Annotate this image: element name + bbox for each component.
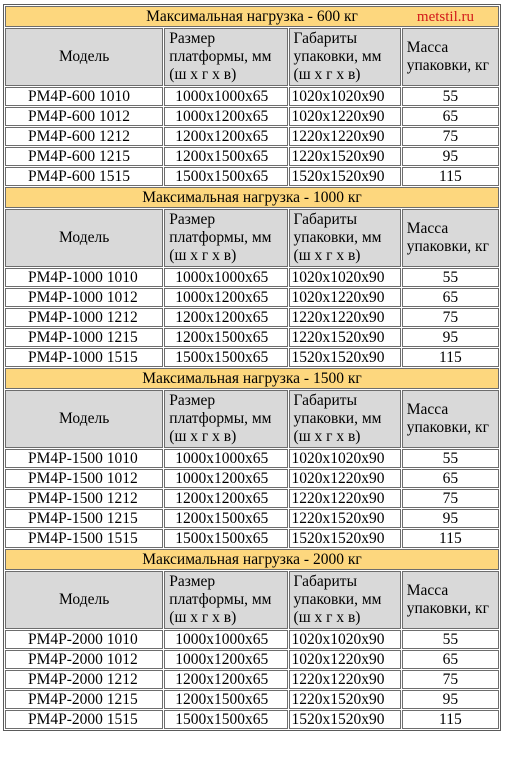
section-band-row bbox=[5, 549, 499, 570]
cell-pack: 1520х1520х90 bbox=[289, 348, 401, 367]
cell-model: РМ4Р-2000 1215 bbox=[5, 690, 163, 709]
column-header-pack: Габариты упаковки, мм (ш х г х в) bbox=[289, 571, 401, 629]
cell-mass: 65 bbox=[402, 650, 499, 669]
section-title bbox=[5, 549, 499, 570]
table-row bbox=[5, 147, 499, 166]
table-row bbox=[5, 288, 499, 307]
column-header-mass: Масса упаковки, кг bbox=[402, 28, 499, 86]
section-title-text: Максимальная нагрузка - 600 кг bbox=[146, 7, 358, 25]
column-header-pack: Габариты упаковки, мм (ш х г х в) bbox=[289, 28, 401, 86]
cell-model: РМ4Р-600 1212 bbox=[5, 127, 163, 146]
column-header-row bbox=[5, 390, 499, 448]
column-header-model: Модель bbox=[5, 28, 163, 86]
cell-mass: 65 bbox=[402, 288, 499, 307]
cell-size: 1000х1200х65 bbox=[164, 288, 287, 307]
cell-pack: 1020х1020х90 bbox=[289, 268, 401, 287]
column-header-row bbox=[5, 209, 499, 267]
section-band-row bbox=[5, 6, 499, 27]
table-row bbox=[5, 328, 499, 347]
cell-mass: 75 bbox=[402, 670, 499, 689]
cell-size: 1200х1200х65 bbox=[164, 308, 287, 327]
cell-pack: 1020х1220х90 bbox=[289, 469, 401, 488]
cell-size: 1200х1200х65 bbox=[164, 670, 287, 689]
cell-size: 1000х1200х65 bbox=[164, 107, 287, 126]
cell-model: РМ4Р-1500 1515 bbox=[5, 529, 163, 548]
cell-mass: 65 bbox=[402, 469, 499, 488]
column-header-model: Модель bbox=[5, 571, 163, 629]
cell-pack: 1020х1020х90 bbox=[289, 87, 401, 106]
column-header-mass: Масса упаковки, кг bbox=[402, 390, 499, 448]
table-row bbox=[5, 710, 499, 729]
cell-size: 1200х1200х65 bbox=[164, 127, 287, 146]
cell-size: 1200х1500х65 bbox=[164, 509, 287, 528]
section-title bbox=[5, 368, 499, 389]
section-title-text: Максимальная нагрузка - 1000 кг bbox=[142, 188, 362, 206]
table-row bbox=[5, 469, 499, 488]
column-header-size: Размер платформы, мм (ш х г х в) bbox=[164, 209, 287, 267]
table-row bbox=[5, 529, 499, 548]
section-title bbox=[5, 187, 499, 208]
column-header-mass: Масса упаковки, кг bbox=[402, 571, 499, 629]
section-title-text: Максимальная нагрузка - 2000 кг bbox=[142, 550, 362, 568]
cell-size: 1200х1200х65 bbox=[164, 489, 287, 508]
table-row bbox=[5, 127, 499, 146]
cell-mass: 75 bbox=[402, 127, 499, 146]
cell-size: 1000х1200х65 bbox=[164, 650, 287, 669]
cell-pack: 1520х1520х90 bbox=[289, 167, 401, 186]
cell-model: РМ4Р-1500 1215 bbox=[5, 509, 163, 528]
table-row bbox=[5, 509, 499, 528]
cell-pack: 1020х1220х90 bbox=[289, 288, 401, 307]
cell-model: РМ4Р-1000 1215 bbox=[5, 328, 163, 347]
cell-pack: 1220х1220х90 bbox=[289, 308, 401, 327]
cell-size: 1200х1500х65 bbox=[164, 328, 287, 347]
cell-model: РМ4Р-600 1012 bbox=[5, 107, 163, 126]
cell-pack: 1520х1520х90 bbox=[289, 710, 401, 729]
cell-pack: 1020х1020х90 bbox=[289, 630, 401, 649]
cell-pack: 1220х1220х90 bbox=[289, 670, 401, 689]
table-row bbox=[5, 690, 499, 709]
cell-model: РМ4Р-2000 1515 bbox=[5, 710, 163, 729]
cell-pack: 1220х1520х90 bbox=[289, 147, 401, 166]
cell-model: РМ4Р-2000 1212 bbox=[5, 670, 163, 689]
cell-model: РМ4Р-1000 1212 bbox=[5, 308, 163, 327]
cell-mass: 95 bbox=[402, 328, 499, 347]
table-row bbox=[5, 167, 499, 186]
table-row bbox=[5, 650, 499, 669]
cell-mass: 115 bbox=[402, 348, 499, 367]
cell-mass: 75 bbox=[402, 489, 499, 508]
table-row bbox=[5, 670, 499, 689]
cell-model: РМ4Р-600 1010 bbox=[5, 87, 163, 106]
cell-model: РМ4Р-1500 1010 bbox=[5, 449, 163, 468]
table-row bbox=[5, 268, 499, 287]
cell-size: 1500х1500х65 bbox=[164, 167, 287, 186]
cell-model: РМ4Р-2000 1010 bbox=[5, 630, 163, 649]
cell-pack: 1220х1520х90 bbox=[289, 328, 401, 347]
cell-mass: 65 bbox=[402, 107, 499, 126]
spec-table-body bbox=[5, 6, 499, 729]
cell-size: 1000х1000х65 bbox=[164, 268, 287, 287]
table-row bbox=[5, 308, 499, 327]
cell-size: 1000х1000х65 bbox=[164, 630, 287, 649]
table-row bbox=[5, 107, 499, 126]
cell-mass: 115 bbox=[402, 710, 499, 729]
spec-table-container bbox=[3, 4, 501, 731]
cell-mass: 55 bbox=[402, 87, 499, 106]
spec-table bbox=[3, 4, 501, 731]
column-header-pack: Габариты упаковки, мм (ш х г х в) bbox=[289, 390, 401, 448]
table-row bbox=[5, 348, 499, 367]
cell-pack: 1020х1220х90 bbox=[289, 107, 401, 126]
cell-mass: 55 bbox=[402, 268, 499, 287]
cell-pack: 1220х1520х90 bbox=[289, 690, 401, 709]
column-header-model: Модель bbox=[5, 390, 163, 448]
cell-size: 1500х1500х65 bbox=[164, 529, 287, 548]
cell-pack: 1020х1220х90 bbox=[289, 650, 401, 669]
cell-pack: 1220х1220х90 bbox=[289, 127, 401, 146]
section-band-row bbox=[5, 187, 499, 208]
cell-pack: 1220х1520х90 bbox=[289, 509, 401, 528]
cell-model: РМ4Р-1000 1012 bbox=[5, 288, 163, 307]
cell-size: 1000х1200х65 bbox=[164, 469, 287, 488]
cell-model: РМ4Р-600 1215 bbox=[5, 147, 163, 166]
cell-model: РМ4Р-600 1515 bbox=[5, 167, 163, 186]
cell-mass: 95 bbox=[402, 509, 499, 528]
column-header-size: Размер платформы, мм (ш х г х в) bbox=[164, 28, 287, 86]
site-link[interactable]: metstil.ru bbox=[416, 9, 474, 25]
cell-mass: 95 bbox=[402, 690, 499, 709]
cell-mass: 55 bbox=[402, 449, 499, 468]
column-header-row bbox=[5, 571, 499, 629]
table-row bbox=[5, 630, 499, 649]
cell-mass: 115 bbox=[402, 529, 499, 548]
section-title bbox=[5, 6, 499, 27]
column-header-model: Модель bbox=[5, 209, 163, 267]
column-header-mass: Масса упаковки, кг bbox=[402, 209, 499, 267]
cell-model: РМ4Р-1000 1010 bbox=[5, 268, 163, 287]
section-title-text: Максимальная нагрузка - 1500 кг bbox=[142, 369, 362, 387]
column-header-row bbox=[5, 28, 499, 86]
cell-mass: 75 bbox=[402, 308, 499, 327]
cell-mass: 55 bbox=[402, 630, 499, 649]
table-row bbox=[5, 449, 499, 468]
cell-size: 1500х1500х65 bbox=[164, 348, 287, 367]
cell-model: РМ4Р-1500 1212 bbox=[5, 489, 163, 508]
cell-pack: 1520х1520х90 bbox=[289, 529, 401, 548]
cell-pack: 1020х1020х90 bbox=[289, 449, 401, 468]
cell-pack: 1220х1220х90 bbox=[289, 489, 401, 508]
cell-size: 1500х1500х65 bbox=[164, 710, 287, 729]
column-header-size: Размер платформы, мм (ш х г х в) bbox=[164, 571, 287, 629]
cell-mass: 95 bbox=[402, 147, 499, 166]
cell-mass: 115 bbox=[402, 167, 499, 186]
cell-model: РМ4Р-2000 1012 bbox=[5, 650, 163, 669]
cell-size: 1000х1000х65 bbox=[164, 449, 287, 468]
table-row bbox=[5, 489, 499, 508]
cell-size: 1200х1500х65 bbox=[164, 147, 287, 166]
column-header-pack: Габариты упаковки, мм (ш х г х в) bbox=[289, 209, 401, 267]
table-row bbox=[5, 87, 499, 106]
cell-size: 1000х1000х65 bbox=[164, 87, 287, 106]
cell-model: РМ4Р-1500 1012 bbox=[5, 469, 163, 488]
cell-model: РМ4Р-1000 1515 bbox=[5, 348, 163, 367]
section-band-row bbox=[5, 368, 499, 389]
column-header-size: Размер платформы, мм (ш х г х в) bbox=[164, 390, 287, 448]
cell-size: 1200х1500х65 bbox=[164, 690, 287, 709]
